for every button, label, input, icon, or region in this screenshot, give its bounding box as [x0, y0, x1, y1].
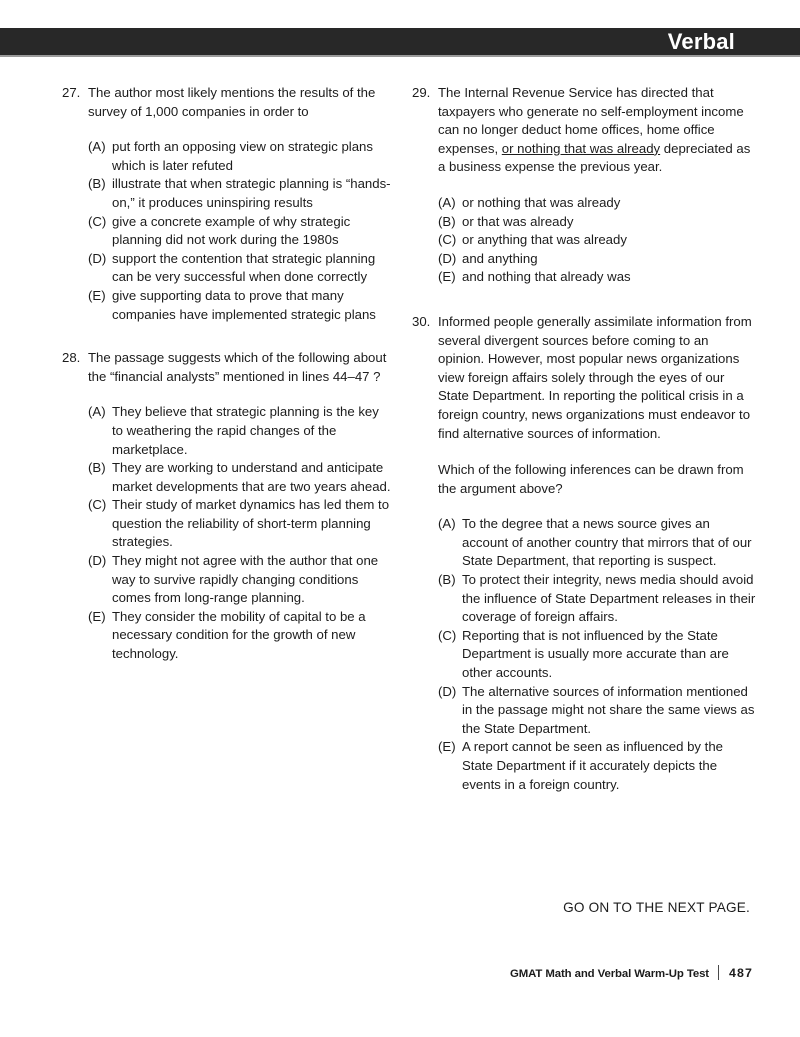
- right-column: [412, 84, 757, 816]
- choice-29-c[interactable]: [438, 231, 757, 250]
- choice-letter: (B): [88, 176, 106, 192]
- choice-text: and nothing that already was: [462, 269, 631, 285]
- choice-letter: (B): [438, 213, 456, 229]
- question-27-number: 27.: [62, 85, 81, 100]
- page-number: 487: [729, 966, 753, 980]
- question-30-choices: [412, 515, 757, 794]
- choice-letter: (C): [88, 497, 107, 513]
- choice-text: To protect their integrity, news media should avoid the influence of State Department releases in their coverage of foreign affairs.: [462, 572, 756, 625]
- question-28-stem: [62, 349, 392, 386]
- question-28-choices: [62, 403, 392, 663]
- choice-27-a[interactable]: [88, 138, 392, 175]
- choice-text: or anything that was already: [462, 232, 627, 248]
- left-column: [62, 84, 392, 686]
- choice-28-b[interactable]: [88, 459, 392, 496]
- question-28-stem-text: The passage suggests which of the following about the “financial analysts” mentioned in lines 44–47 ?: [88, 350, 387, 384]
- choice-27-e[interactable]: [88, 287, 392, 324]
- section-title: Verbal: [667, 29, 735, 54]
- choice-text: put forth an opposing view on strategic plans which is later refuted: [112, 139, 373, 173]
- choice-text: illustrate that when strategic planning is “hands-on,” it produces uninspiring results: [112, 176, 391, 210]
- choice-30-c[interactable]: [438, 627, 757, 683]
- choice-letter: (D): [438, 683, 457, 699]
- question-29: [412, 84, 757, 287]
- choice-text: Reporting that is not influenced by the State Department is usually more accurate than are other accounts.: [462, 627, 729, 681]
- header-divider-rule: [0, 55, 800, 57]
- choice-text: or that was already: [462, 213, 574, 229]
- choice-28-a[interactable]: [88, 403, 392, 459]
- choice-letter: (B): [88, 460, 106, 476]
- question-29-stem-after: depreciated as a business expense the previous year.: [438, 140, 751, 175]
- choice-letter: (E): [438, 739, 456, 755]
- choice-28-e[interactable]: [88, 608, 392, 664]
- question-29-stem-before: The Internal Revenue Service has directed that taxpayers who generate no self-employment income can no longer deduct home offices, home office expenses,: [438, 85, 744, 156]
- question-27-choices: [62, 138, 392, 324]
- go-on-notice: GO ON TO THE NEXT PAGE.: [563, 900, 750, 915]
- choice-30-e[interactable]: [438, 738, 757, 794]
- choice-letter: (A): [88, 404, 106, 420]
- book-title: GMAT Math and Verbal Warm-Up Test: [510, 968, 710, 980]
- page-footer: [0, 965, 753, 980]
- choice-text: and anything: [462, 250, 538, 266]
- question-27-stem-text: The author most likely mentions the results of the survey of 1,000 companies in order to: [88, 85, 376, 119]
- choice-letter: (D): [88, 553, 107, 569]
- choice-30-a[interactable]: [438, 515, 757, 571]
- question-27: [62, 84, 392, 324]
- choice-29-e[interactable]: [438, 268, 757, 287]
- question-29-underlined-phrase: or nothing that was already: [501, 140, 661, 156]
- question-29-choices: [412, 194, 757, 287]
- choice-30-d[interactable]: [438, 683, 757, 739]
- choice-27-b[interactable]: [88, 175, 392, 212]
- choice-text: They believe that strategic planning is the key to weathering the rapid changes of the marketplace.: [112, 404, 379, 457]
- choice-letter: (A): [438, 194, 456, 210]
- question-30-number: 30.: [412, 313, 431, 329]
- choice-29-a[interactable]: [438, 194, 757, 213]
- choice-text: They consider the mobility of capital to be a necessary condition for the growth of new technology.: [112, 608, 366, 662]
- question-30-task-prompt: Which of the following inferences can be drawn from the argument above?: [438, 462, 744, 496]
- choice-27-c[interactable]: [88, 213, 392, 250]
- choice-text: or nothing that was already: [462, 194, 621, 210]
- question-29-number: 29.: [412, 85, 431, 100]
- choice-text: give a concrete example of why strategic planning did not work during the 1980s: [112, 213, 351, 248]
- choice-letter: (C): [88, 213, 107, 229]
- question-28-number: 28.: [62, 350, 81, 366]
- choice-letter: (E): [88, 287, 106, 303]
- choice-text: support the contention that strategic planning can be very successful when done correctly: [112, 250, 376, 285]
- choice-letter: (B): [438, 572, 456, 588]
- footer-divider: [718, 965, 719, 980]
- question-29-stem: [412, 84, 757, 177]
- question-27-stem: [62, 84, 392, 121]
- choice-letter: (D): [88, 250, 107, 266]
- choice-30-b[interactable]: [438, 571, 757, 627]
- choice-text: To the degree that a news source gives an account of another country that mirrors that of our State Department, that reporting is suspect.: [462, 516, 752, 569]
- choice-28-c[interactable]: [88, 496, 392, 552]
- choice-text: They are working to understand and anticipate market developments that are two years ahead.: [112, 460, 391, 494]
- choice-letter: (A): [438, 516, 456, 532]
- choice-27-d[interactable]: [88, 250, 392, 287]
- choice-text: They might not agree with the author that one way to survive rapidly changing conditions comes from long-range planning.: [112, 553, 379, 606]
- choice-letter: (E): [88, 608, 106, 624]
- choice-letter: (C): [438, 627, 457, 643]
- choice-text: The alternative sources of information mentioned in the passage might not share the same views as the State Department.: [462, 683, 755, 736]
- choice-28-d[interactable]: [88, 552, 392, 608]
- choice-letter: (E): [438, 269, 456, 285]
- question-30-stem-text: Informed people generally assimilate information from several divergent sources before coming to an opinion. However, most popular news organizations view foreign affairs solely through the eyes of our State Department. In reporting the political crisis in a foreign country, news organizations must endeavor to find alternative sources of information.: [438, 313, 752, 441]
- choice-letter: (A): [88, 139, 106, 155]
- choice-letter: (C): [438, 232, 457, 248]
- question-30-stem: [412, 313, 757, 443]
- question-30: [412, 313, 757, 794]
- choice-letter: (D): [438, 250, 457, 266]
- choice-29-b[interactable]: [438, 213, 757, 232]
- choice-29-d[interactable]: [438, 250, 757, 269]
- question-28: [62, 349, 392, 664]
- choice-text: Their study of market dynamics has led them to question the reliability of short-term planning strategies.: [112, 497, 390, 550]
- choice-text: A report cannot be seen as influenced by the State Department if it accurately depicts the events in a foreign country.: [462, 739, 723, 792]
- choice-text: give supporting data to prove that many companies have implemented strategic plans: [112, 287, 376, 322]
